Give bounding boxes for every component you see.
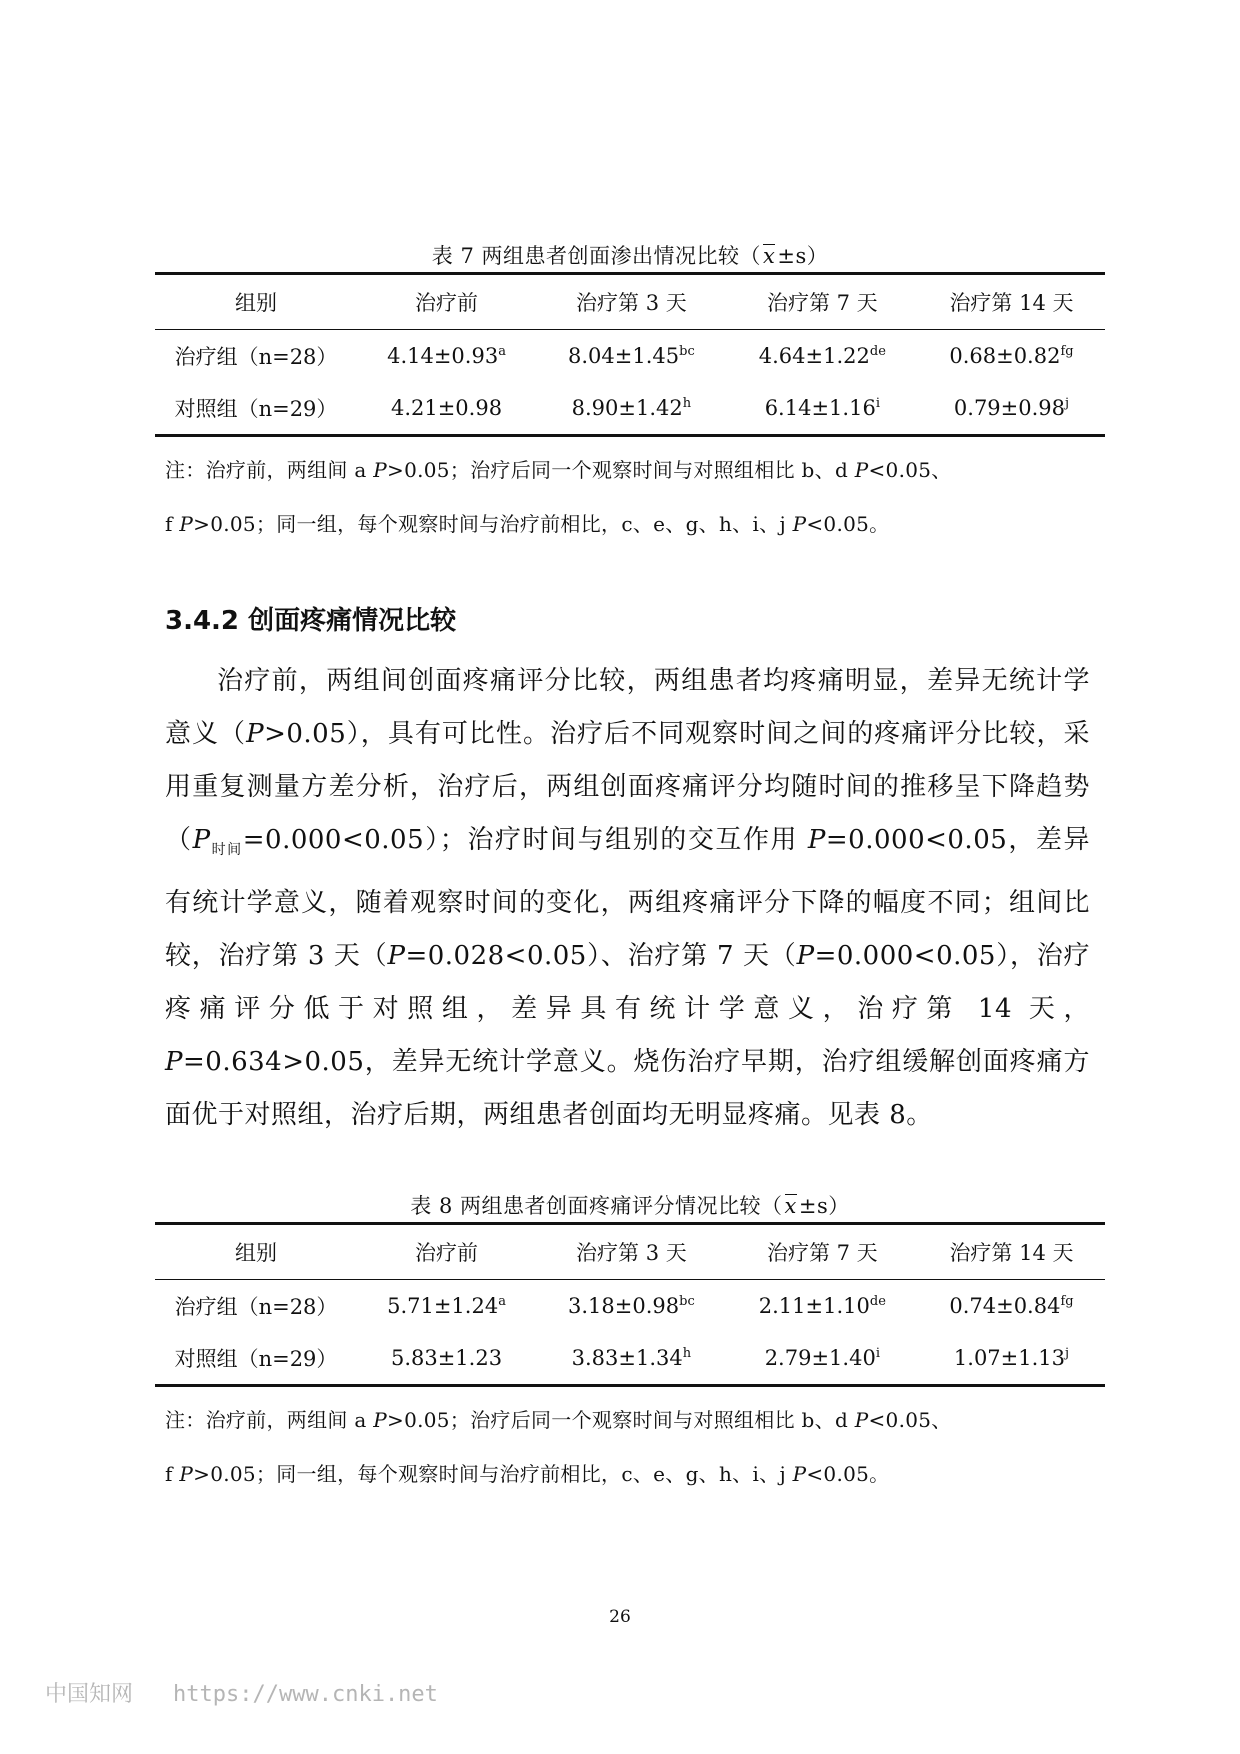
section-paragraph: 治疗前，两组间创面疼痛评分比较，两组患者均疼痛明显，差异无统计学意义（P>0.05），具有可比性。治疗后不同观察时间之间的疼痛评分比较，采用重复测量方差分析，治疗后，两组创面疼痛评分均随时间的推移呈下降趋势$(P_{时间}=0.000<0.05)$；治疗时间与组别的交互作用 P=0.000<0.05，差异有统计学意义，随着观察时间的变化，两组疼痛评分下降的幅度不同；组间比较，治疗第 3 天（P=0.028<0.05）、治疗第 7 天（P=0.000<0.05），治疗疼痛评分低于对照组，差异具有统计学意义，治疗第 14 天，P=0.634>0.05，差异无统计学意义。烧伤治疗早期，治疗组缓解创面疼痛方面优于对照组，治疗后期，两组患者创面均无明显疼痛。见表 8。 [165,666,1091,1131]
table-cell: 3.18±0.98$^{bc}$ [568,1294,695,1318]
table8-header-before: 治疗前 [357,1224,536,1280]
xbar-symbol: x [784,1194,797,1218]
table-cell: 4.14±0.93$^a$ [387,344,506,368]
table7-header-row [155,274,1105,330]
table-row [155,1280,1105,1333]
table7-header-day3: 治疗第 3 天 [536,274,727,330]
row-group-label: 对照组（n=29） [155,382,357,436]
table8 [155,1222,1105,1387]
table-cell: $6.14\pm 1.16^i$ [727,382,918,436]
table-cell: 5.71±1.24$^a$ [387,1294,506,1318]
table8-caption: 表 8 两组患者创面疼痛评分情况比较（x±s） [410,1194,850,1218]
table8-note: 注：治疗前，两组间 a P>0.05；治疗后同一个观察时间与对照组相比 b、d P<0.05、 f P>0.05；同一组，每个观察时间与治疗前相比，c、e、g、h、i、j P<0.05。 [165,1408,952,1486]
table-cell: $2.79\pm 1.40^i$ [727,1332,918,1386]
cnki-watermark: 中国知网 https://www.cnki.net [45,1682,438,1707]
table-row [155,382,1105,436]
table7-header-day7: 治疗第 7 天 [727,274,918,330]
table-row [155,1332,1105,1386]
table7-note: 注：治疗前，两组间 a P>0.05；治疗后同一个观察时间与对照组相比 b、d P<0.05、 f P>0.05；同一组，每个观察时间与治疗前相比，c、e、g、h、i、j P<0.05。 [165,458,952,536]
table-cell: 2.11±1.10de [758,1294,886,1318]
row-group-label: 对照组（n=29） [155,1332,357,1386]
row-group-label: 治疗组（n=28） [174,345,338,369]
table-cell: 0.68±0.82$^{fg}$ [949,344,1074,368]
table8-header-group: 组别 [155,1224,357,1280]
table-cell: 4.64±1.22de [758,344,886,368]
table8-header-row [155,1224,1105,1280]
table8-header-day3: 治疗第 3 天 [536,1224,727,1280]
table-cell: 3.83±1.34$^h$ [536,1332,727,1386]
xbar-symbol: x [763,244,776,268]
table7-header-day14: 治疗第 14 天 [918,274,1105,330]
table-cell: 8.04±1.45$^{bc}$ [568,344,695,368]
page-number: 26 [609,1607,631,1627]
table8-header-day7: 治疗第 7 天 [727,1224,918,1280]
table8-header-day14: 治疗第 14 天 [918,1224,1105,1280]
table-cell: $1.07\pm 1.13^j$ [918,1332,1105,1386]
table-cell: $0.79\pm 0.98^j$ [918,382,1105,436]
table-cell: 4.21±0.98 [357,382,536,436]
table7-header-before: 治疗前 [357,274,536,330]
table-cell: 8.90±1.42$^h$ [536,382,727,436]
table-row [155,330,1105,383]
table7 [155,272,1105,437]
table7-caption: 表 7 两组患者创面渗出情况比较（x±s） [431,244,829,268]
table-cell: 5.83±1.23 [357,1332,536,1386]
section-heading: 3.4.2 创面疼痛情况比较 [165,606,457,636]
row-group-label: 治疗组（n=28） [174,1295,338,1319]
table-cell: 0.74±0.84$^{fg}$ [949,1294,1074,1318]
table7-header-group: 组别 [155,274,357,330]
